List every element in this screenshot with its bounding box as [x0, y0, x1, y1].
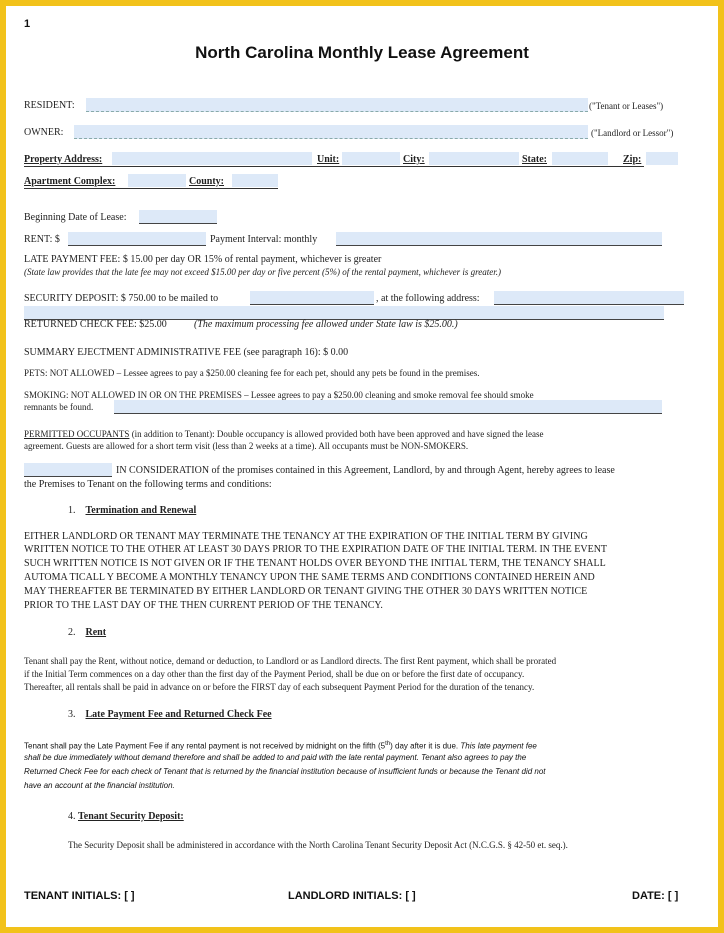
section-3-line1-a: Tenant shall pay the Late Payment Fee if any rental payment is not received by midnight on the fifth (5	[24, 741, 386, 751]
following-address-label: , at the following address:	[376, 293, 480, 304]
payment-interval-label: Payment Interval: monthly	[210, 234, 318, 245]
beginning-date-label: Beginning Date of Lease:	[24, 212, 127, 223]
occupants-text-2: agreement. Guests are allowed for a short term visit (less than 2 weeks at a time). All occupants must be NON-SMOKERS.	[24, 441, 469, 451]
section-4-number: 4.	[68, 811, 76, 822]
rent-field[interactable]	[68, 232, 206, 246]
payment-interval-field[interactable]	[336, 232, 662, 246]
summary-ejectment-text: SUMMARY EJECTMENT ADMINISTRATIVE FEE (see paragraph 16): $ 0.00	[24, 347, 349, 358]
city-label: City:	[403, 154, 425, 165]
smoking-field[interactable]	[114, 400, 662, 414]
section-3-line: have an account at the financial institution.	[24, 781, 175, 790]
unit-field[interactable]	[342, 152, 400, 165]
consideration-text: IN CONSIDERATION of the promises contained in this Agreement, Landlord, by and through Agent, hereby agrees to lease	[116, 465, 615, 476]
state-label: State:	[522, 154, 547, 165]
section-1-line: EITHER LANDLORD OR TENANT MAY TERMINATE THE TENANCY AT THE EXPIRATION OF THE INITIAL TERM BY GIVING	[24, 531, 588, 542]
smoking-text: SMOKING: NOT ALLOWED IN OR ON THE PREMISES – Lessee agrees to pay a $250.00 cleaning and smoke removal fee should smoke	[24, 390, 534, 400]
security-deposit-text: SECURITY DEPOSIT: $ 750.00 to be mailed to	[24, 293, 219, 304]
tenant-initials[interactable]: TENANT INITIALS: [ ]	[24, 890, 135, 902]
late-fee-note: (State law provides that the late fee may not exceed $15.00 per day or five percent (5%) of the rental payment, whichever is greater.)	[24, 267, 502, 277]
landlord-initials[interactable]: LANDLORD INITIALS: [ ]	[288, 890, 416, 902]
section-1-line: SUCH WRITTEN NOTICE IS NOT GIVEN OR IF THE TENANT HOLDS OVER BEYOND THE INITIAL TERM, THE TENANCY SHALL	[24, 558, 606, 569]
section-2-line: Thereafter, all rentals shall be paid in advance on or before the FIRST day of each subsequent Payment Period for the duration of the tenancy.	[24, 682, 535, 692]
zip-field[interactable]	[646, 152, 678, 165]
owner-label: OWNER:	[24, 127, 64, 138]
consideration-text-2: the Premises to Tenant on the following terms and conditions:	[24, 479, 272, 490]
occupants-text	[24, 429, 544, 439]
section-2-number: 2.	[68, 627, 76, 638]
unit-label: Unit:	[317, 154, 340, 165]
section-3-line1-c: This late payment fee	[458, 741, 537, 751]
section-4-title: Tenant Security Deposit:	[78, 811, 184, 822]
section-1-title: Termination and Renewal	[85, 505, 197, 516]
rent-label: RENT: $	[24, 234, 60, 245]
returned-check-text: RETURNED CHECK FEE: $25.00	[24, 319, 167, 330]
smoking-text-2: remnants be found.	[24, 402, 94, 412]
section-3-number: 3.	[68, 709, 76, 720]
security-deposit-address-field[interactable]	[494, 291, 684, 305]
section-2-title: Rent	[85, 627, 107, 638]
city-field[interactable]	[429, 152, 519, 165]
section-2-heading	[68, 627, 106, 638]
section-3-title: Late Payment Fee and Returned Check Fee	[85, 709, 272, 720]
section-1-number: 1.	[68, 505, 76, 516]
property-address-field[interactable]	[112, 152, 312, 165]
resident-label: RESIDENT:	[24, 100, 75, 111]
section-3-line: Returned Check Fee for each check of Tenant that is returned by the financial institution because of insufficient funds or because the Tenant did not	[24, 767, 546, 776]
section-3-heading	[68, 709, 272, 720]
zip-label: Zip:	[623, 154, 642, 165]
security-deposit-address-field-2[interactable]	[24, 306, 664, 320]
document-title: North Carolina Monthly Lease Agreement	[195, 43, 529, 62]
occupants-text-rest: (in addition to Tenant): Double occupancy is allowed provided both have been approved and have signed the lease	[129, 429, 544, 439]
security-deposit-recipient-field[interactable]	[250, 291, 374, 305]
page-number: 1	[24, 18, 31, 30]
section-3-line: shall be due immediately without demand therefore and shall be added to and paid with the late rental payment. Tenant also agrees to pay the	[24, 753, 527, 762]
section-1-line: AUTOMA TICALL Y BECOME A MONTHLY TENANCY UPON THE SAME TERMS AND CONDITIONS CONTAINED HEREIN AND	[24, 572, 595, 583]
section-4-heading	[68, 811, 184, 822]
section-1-line: MAY THEREAFTER BE TERMINATED BY EITHER LANDLORD OR TENANT GIVING THE OTHER 30 DAYS WRITTEN NOTICE	[24, 586, 588, 597]
apartment-complex-field[interactable]	[128, 174, 186, 187]
county-field[interactable]	[232, 174, 278, 187]
section-3-line1-b: ) day after it is due.	[390, 741, 459, 751]
section-1-line: PRIOR TO THE LAST DAY OF THE THEN CURRENT PERIOD OF THE TENANCY.	[24, 600, 383, 611]
section-1-heading	[68, 505, 196, 516]
resident-suffix: ("Tenant or Leases")	[589, 101, 664, 111]
section-3-superscript: th	[385, 741, 391, 747]
resident-field[interactable]	[86, 98, 588, 112]
complex-row-rule	[24, 188, 278, 189]
section-4-line: The Security Deposit shall be administered in accordance with the North Carolina Tenant Security Deposit Act (N.C.G.S. § 42-50 et. seq.).	[68, 840, 568, 850]
state-field[interactable]	[552, 152, 608, 165]
property-row-rule	[24, 166, 644, 167]
section-2-line: if the Initial Term commences on a day other than the first day of the Payment Period, shall be due on or before the first date of occupancy.	[24, 669, 525, 679]
property-address-label: Property Address:	[24, 154, 103, 165]
date-field[interactable]: DATE: [ ]	[632, 890, 679, 902]
owner-field[interactable]	[74, 125, 588, 139]
section-1-line: WRITTEN NOTICE TO THE OTHER AT LEAST 30 DAYS PRIOR TO THE EXPIRATION DATE OF THE INITIAL TERM. IN THE EVENT	[24, 544, 608, 555]
document-page	[6, 6, 718, 927]
returned-check-note: (The maximum processing fee allowed under State law is $25.00.)	[194, 319, 458, 330]
apartment-complex-label: Apartment Complex:	[24, 176, 116, 187]
occupants-label: PERMITTED OCCUPANTS	[24, 429, 130, 439]
county-label: County:	[189, 176, 225, 187]
consideration-field[interactable]	[24, 463, 112, 477]
section-2-line: Tenant shall pay the Rent, without notice, demand or deduction, to Landlord or as Landlord directs. The first Rent payment, which shall be prorated	[24, 656, 557, 666]
owner-suffix: ("Landlord or Lessor")	[591, 128, 674, 138]
late-fee-text: LATE PAYMENT FEE: $ 15.00 per day OR 15% of rental payment, whichever is greater	[24, 254, 382, 265]
pets-text: PETS: NOT ALLOWED – Lessee agrees to pay a $250.00 cleaning fee for each pet, should any pets be found in the premises.	[24, 368, 480, 378]
beginning-date-field[interactable]	[139, 210, 217, 224]
